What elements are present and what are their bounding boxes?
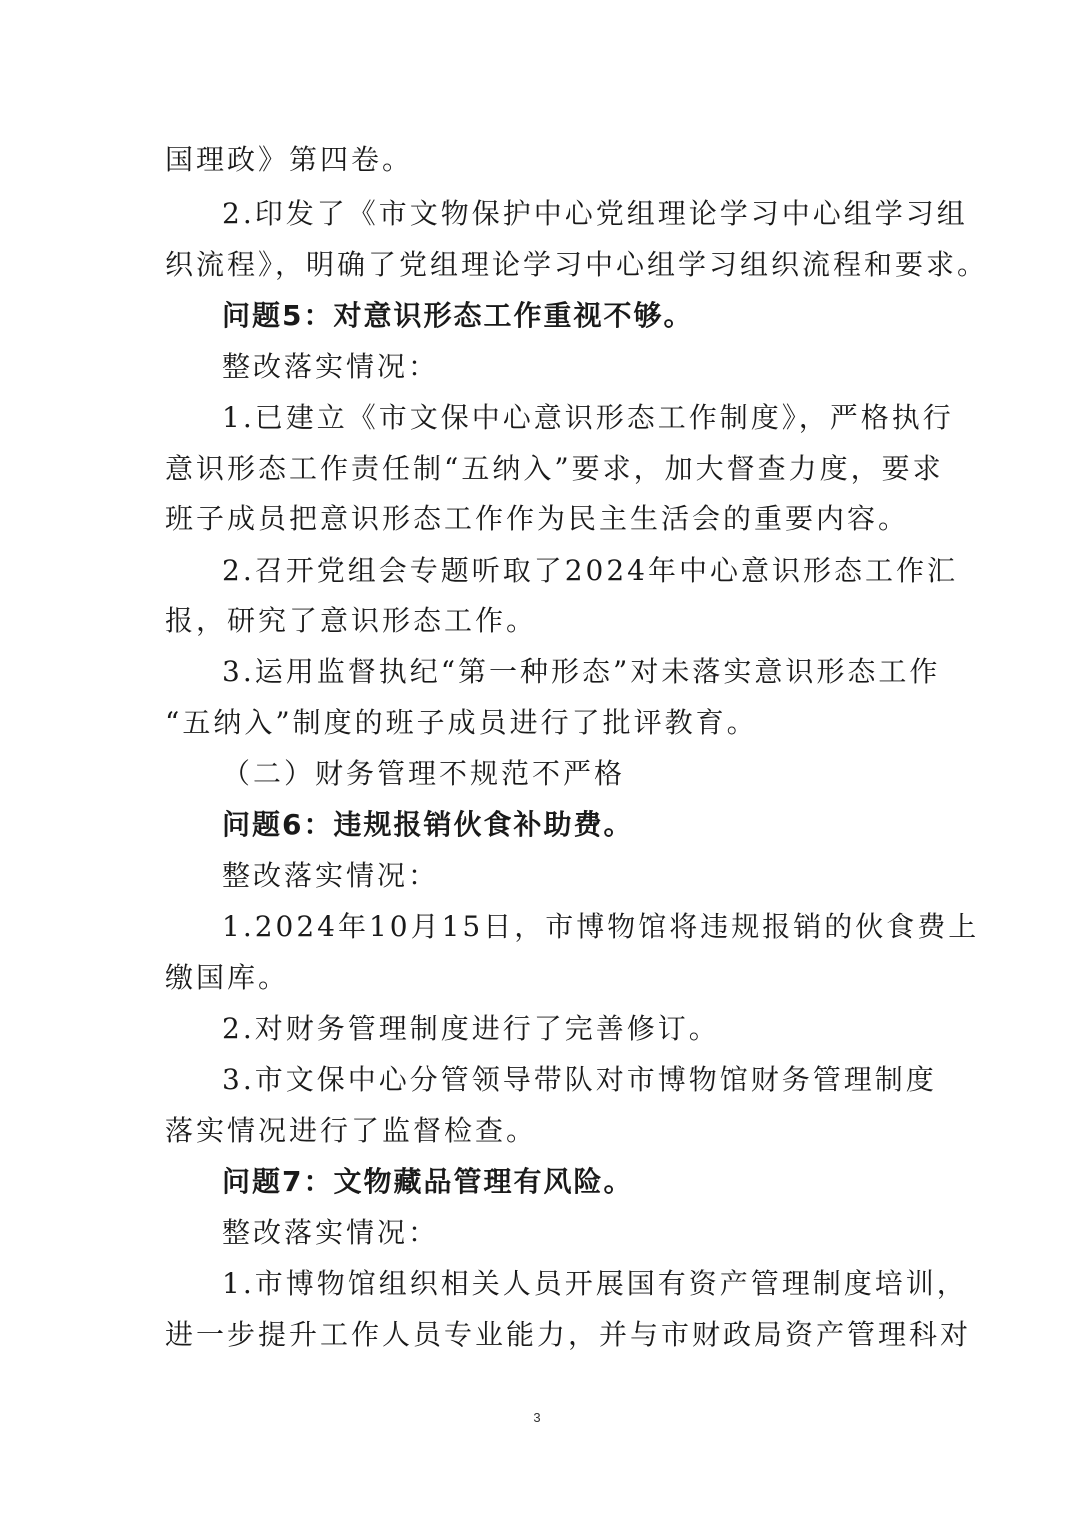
paragraph-line: 2.印发了《市文物保护中心党组理论学习中心组学习组 [222,197,968,230]
paragraph-line: 意识形态工作责任制“五纳入”要求，加大督查力度，要求 [165,452,944,485]
section-heading: 问题6：违规报销伙食补助费。 [222,808,634,841]
paragraph-line: 2.召开党组会专题听取了2024年中心意识形态工作汇 [222,554,958,587]
section-heading: 问题7：文物藏品管理有风险。 [222,1165,634,1198]
paragraph-line: 织流程》，明确了党组理论学习中心组学习组织流程和要求。 [165,248,989,281]
paragraph-line: “五纳入”制度的班子成员进行了批评教育。 [165,706,758,739]
paragraph-line: 整改落实情况： [222,1216,440,1249]
paragraph-line: 整改落实情况： [222,350,440,383]
section-heading: 问题5：对意识形态工作重视不够。 [222,299,694,332]
paragraph-line: 国理政》第四卷。 [165,143,414,176]
paragraph-line: 1.市博物馆组织相关人员开展国有资产管理制度培训， [222,1267,968,1300]
paragraph-line: 整改落实情况： [222,859,440,892]
subsection-heading: （二）财务管理不规范不严格 [222,757,626,790]
paragraph-line: 进一步提升工作人员专业能力，并与市财政局资产管理科对 [165,1318,972,1351]
paragraph-line: 1.已建立《市文保中心意识形态工作制度》，严格执行 [222,401,954,434]
page-number: 3 [533,1410,541,1425]
paragraph-line: 1.2024年10月15日，市博物馆将违规报销的伙食费上 [222,910,980,943]
paragraph-line: 3.运用监督执纪“第一种形态”对未落实意识形态工作 [222,655,941,688]
paragraph-line: 报，研究了意识形态工作。 [165,604,538,637]
paragraph-line: 2.对财务管理制度进行了完善修订。 [222,1012,720,1045]
paragraph-line: 3.市文保中心分管领导带队对市博物馆财务管理制度 [222,1063,937,1096]
paragraph-line: 班子成员把意识形态工作作为民主生活会的重要内容。 [165,502,910,535]
paragraph-line: 落实情况进行了监督检查。 [165,1114,538,1147]
paragraph-line: 缴国库。 [165,961,290,994]
